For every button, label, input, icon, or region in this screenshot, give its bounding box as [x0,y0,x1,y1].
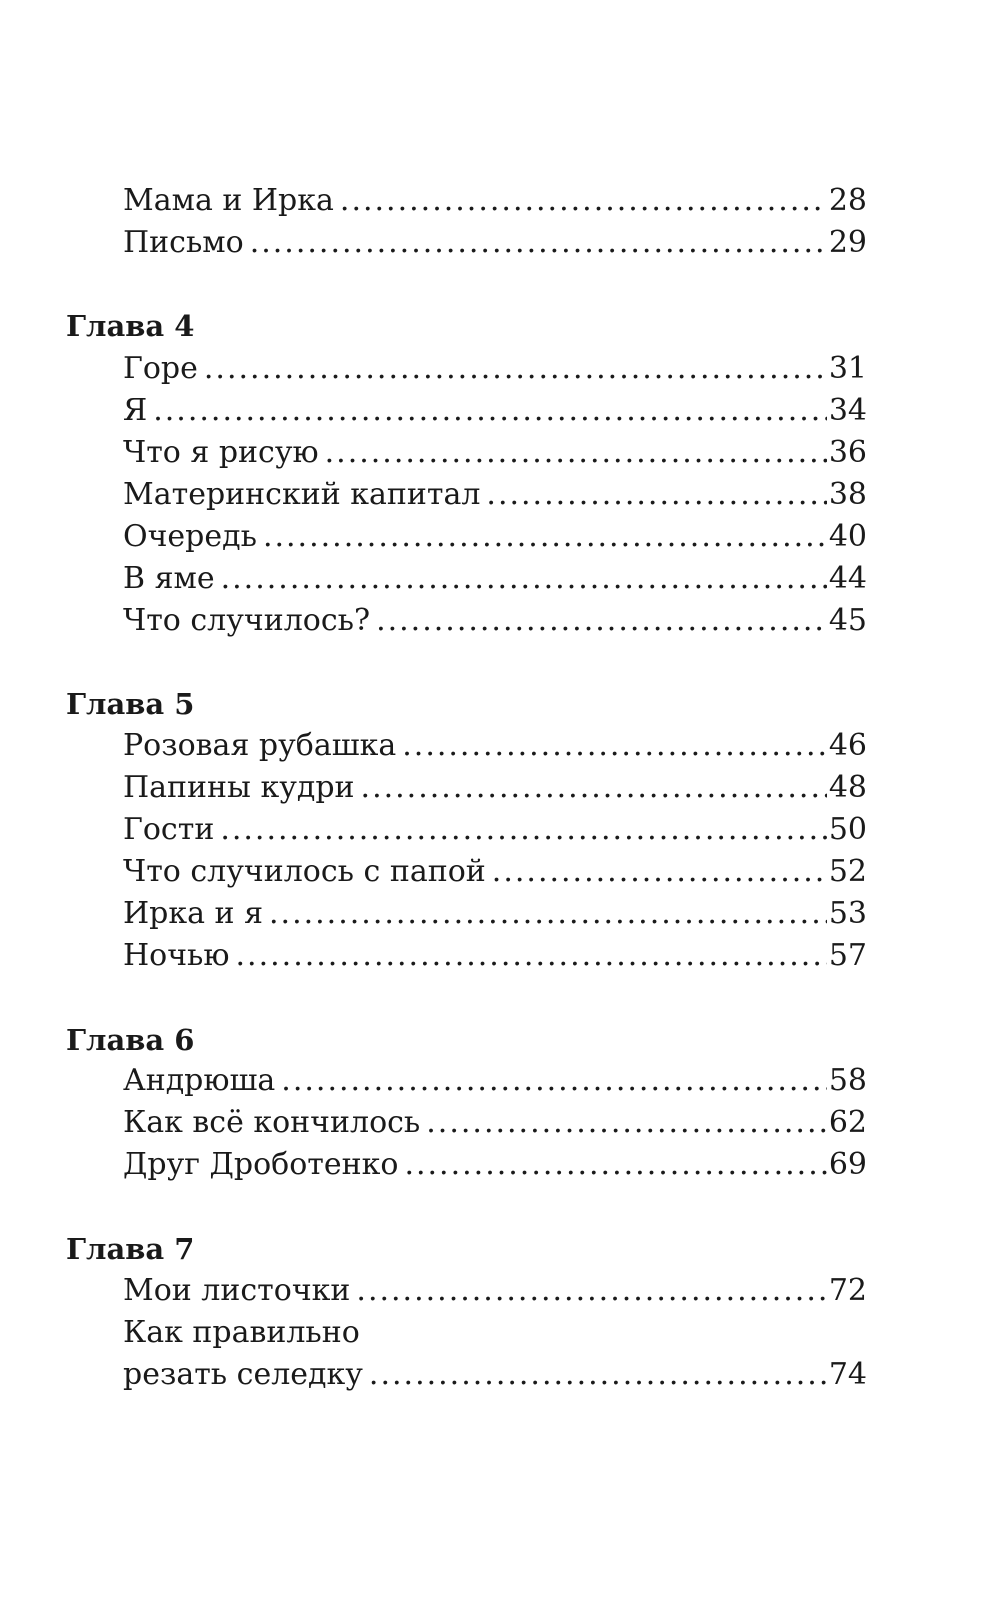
toc-entry-page: 69 [828,1147,867,1182]
toc-entry-page: 28 [828,183,867,218]
toc-entry-title: В яме [123,561,215,596]
toc-entry [123,770,867,806]
dot-leader [281,1063,827,1099]
toc-entry [123,561,867,597]
dot-leader [426,1105,827,1141]
toc-entry-title: Ирка и я [123,896,263,931]
dot-leader [221,561,827,597]
toc-entry [123,183,867,219]
toc-entry-page: 45 [828,603,867,638]
toc-entry-title: Что случилось? [123,603,371,638]
toc-entry-title: Материнский капитал [123,477,481,512]
toc-entry-page: 46 [828,728,867,763]
toc-entry-title: Мама и Ирка [123,183,334,218]
toc-entry-page: 34 [828,393,867,428]
toc-entry [123,1147,867,1183]
toc-entry-title: Письмо [123,225,244,260]
toc-entry-page: 57 [828,938,867,973]
dot-leader [486,477,826,513]
toc-entry-title: Друг Дроботенко [123,1147,399,1182]
toc-entry [123,896,867,932]
dot-leader [269,896,827,932]
dot-leader [236,938,827,974]
toc-entry-title-line1: Как правильно [123,1315,360,1350]
toc-entry-page: 38 [828,477,867,512]
dot-leader [263,519,827,555]
toc-entry-page: 29 [828,225,867,260]
toc-entry-page: 44 [828,561,867,596]
toc-entry-title: резать селедку [123,1357,363,1392]
toc-entry-title: Что случилось с папой [123,854,486,889]
toc-entry-page: 52 [828,854,867,889]
toc-entry-title: Мои листочки [123,1273,351,1308]
toc-entry [123,728,867,764]
toc-entry [123,435,867,471]
chapter-heading: Глава 7 [66,1232,195,1266]
toc-entry-title: Андрюша [123,1063,276,1098]
toc-entry [123,854,867,890]
toc-entry [123,1063,867,1099]
toc-entry-page: 40 [828,519,867,554]
toc-entry-title: Горе [123,351,198,386]
toc-entry-title: Что я рисую [123,435,319,470]
toc-entry [123,393,867,429]
dot-leader [340,183,827,219]
toc-entry-page: 50 [828,812,867,847]
toc-entry [123,477,867,513]
toc-entry [123,1273,867,1309]
dot-leader [361,770,827,806]
toc-entry-page: 62 [828,1105,867,1140]
toc-entry [123,519,867,555]
dot-leader [402,728,827,764]
toc-entry [123,1357,867,1393]
chapter-heading: Глава 5 [66,687,195,721]
dot-leader [220,812,826,848]
dot-leader [204,351,827,387]
toc-entry-title: Я [123,393,148,428]
toc-entry-title: Гости [123,812,215,847]
toc-entry [123,812,867,848]
toc-entry [123,1105,867,1141]
dot-leader [369,1357,827,1393]
dot-leader [356,1273,826,1309]
toc-entry-title: Очередь [123,519,257,554]
toc-entry [123,351,867,387]
dot-leader [250,225,827,261]
chapter-heading: Глава 6 [66,1023,195,1057]
toc-entry-title: Папины кудри [123,770,355,805]
toc-entry-page: 31 [828,351,867,386]
dot-leader [153,393,827,429]
dot-leader [404,1147,826,1183]
toc-entry-title: Ночью [123,938,230,973]
toc-entry-page: 74 [828,1357,867,1392]
toc-entry-title: Как всё кончилось [123,1105,421,1140]
toc-entry [123,225,867,261]
toc-entry-page: 72 [828,1273,867,1308]
dot-leader [325,435,827,471]
toc-entry-page: 36 [828,435,867,470]
toc-entry-page: 48 [828,770,867,805]
toc-entry [123,603,867,639]
toc-entry-page: 53 [828,896,867,931]
toc-entry-title: Розовая рубашка [123,728,397,763]
toc-entry-page: 58 [828,1063,867,1098]
dot-leader [492,854,827,890]
chapter-heading: Глава 4 [66,309,195,343]
dot-leader [376,603,827,639]
toc-entry [123,938,867,974]
